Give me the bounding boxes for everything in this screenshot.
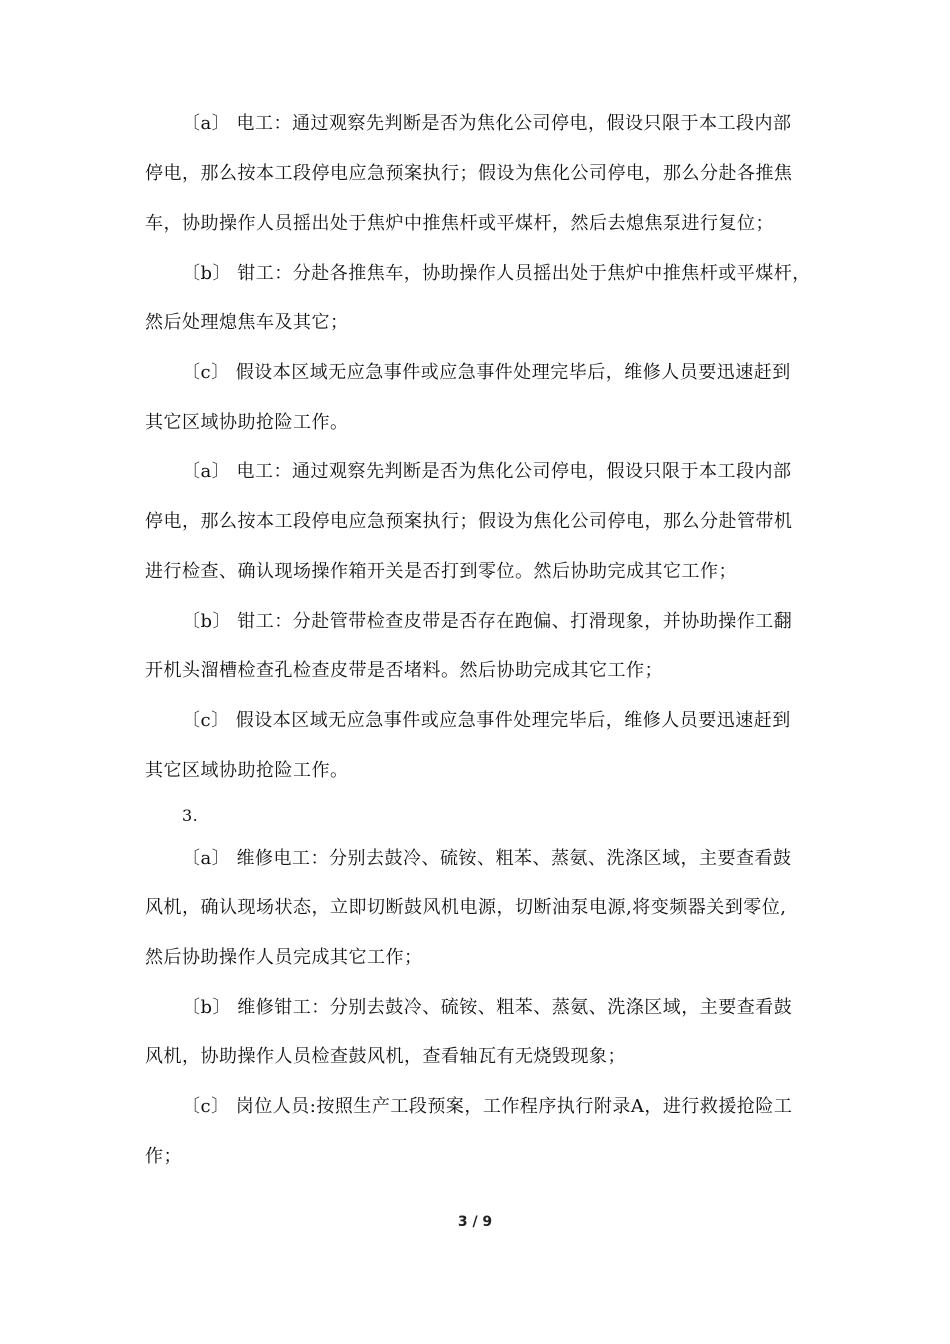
paragraph-line: 〔c〕 假设本区域无应急事件或应急事件处理完毕后，维修人员要迅速赶到 — [182, 710, 791, 731]
paragraph-line: 〔b〕 钳工：分赴各推焦车，协助操作人员摇出处于焦炉中推焦杆或平煤杆， — [182, 263, 811, 284]
paragraph-line: 〔a〕 维修电工：分别去鼓冷、硫铵、粗苯、蒸氨、洗涤区域，主要查看鼓 — [182, 848, 792, 869]
paragraph-line: 其它区域协助抢险工作。 — [145, 760, 349, 781]
section-number: 3. — [182, 806, 199, 825]
paragraph-line: 开机头溜槽检查孔检查皮带是否堵料。然后协助完成其它工作； — [145, 660, 663, 681]
paragraph-line: 车，协助操作人员摇出处于焦炉中推焦杆或平煤杆，然后去熄焦泵进行复位； — [145, 213, 774, 234]
paragraph-line: 〔b〕 钳工：分赴管带检查皮带是否存在跑偏、打滑现象，并协助操作工翻 — [182, 611, 793, 632]
paragraph-line: 风机，协助操作人员检查鼓风机，查看轴瓦有无烧毁现象； — [145, 1046, 626, 1067]
paragraph-line: 风机，确认现场状态，立即切断鼓风机电源，切断油泵电源,将变频器关到零位, — [145, 897, 787, 918]
paragraph-line: 作； — [145, 1146, 182, 1167]
paragraph-line: 进行检查、确认现场操作箱开关是否打到零位。然后协助完成其它工作； — [145, 561, 737, 582]
paragraph-line: 〔a〕 电工：通过观察先判断是否为焦化公司停电，假设只限于本工段内部 — [182, 461, 792, 482]
paragraph-line: 〔c〕 假设本区域无应急事件或应急事件处理完毕后，维修人员要迅速赶到 — [182, 362, 791, 383]
paragraph-line: 停电，那么按本工段停电应急预案执行；假设为焦化公司停电，那么分赴各推焦 — [145, 163, 793, 184]
paragraph-line: 其它区域协助抢险工作。 — [145, 412, 349, 433]
page-number: 3 / 9 — [457, 1214, 493, 1230]
paragraph-line: 然后协助操作人员完成其它工作； — [145, 947, 423, 968]
paragraph-line: 〔b〕 维修钳工：分别去鼓冷、硫铵、粗苯、蒸氨、洗涤区域，主要查看鼓 — [182, 997, 793, 1018]
paragraph-line: 停电，那么按本工段停电应急预案执行；假设为焦化公司停电，那么分赴管带机 — [145, 511, 793, 532]
paragraph-line: 〔a〕 电工：通过观察先判断是否为焦化公司停电，假设只限于本工段内部 — [182, 113, 792, 134]
paragraph-line: 〔c〕 岗位人员:按照生产工段预案，工作程序执行附录A，进行救援抢险工 — [182, 1096, 793, 1117]
paragraph-line: 然后处理熄焦车及其它； — [145, 312, 349, 333]
